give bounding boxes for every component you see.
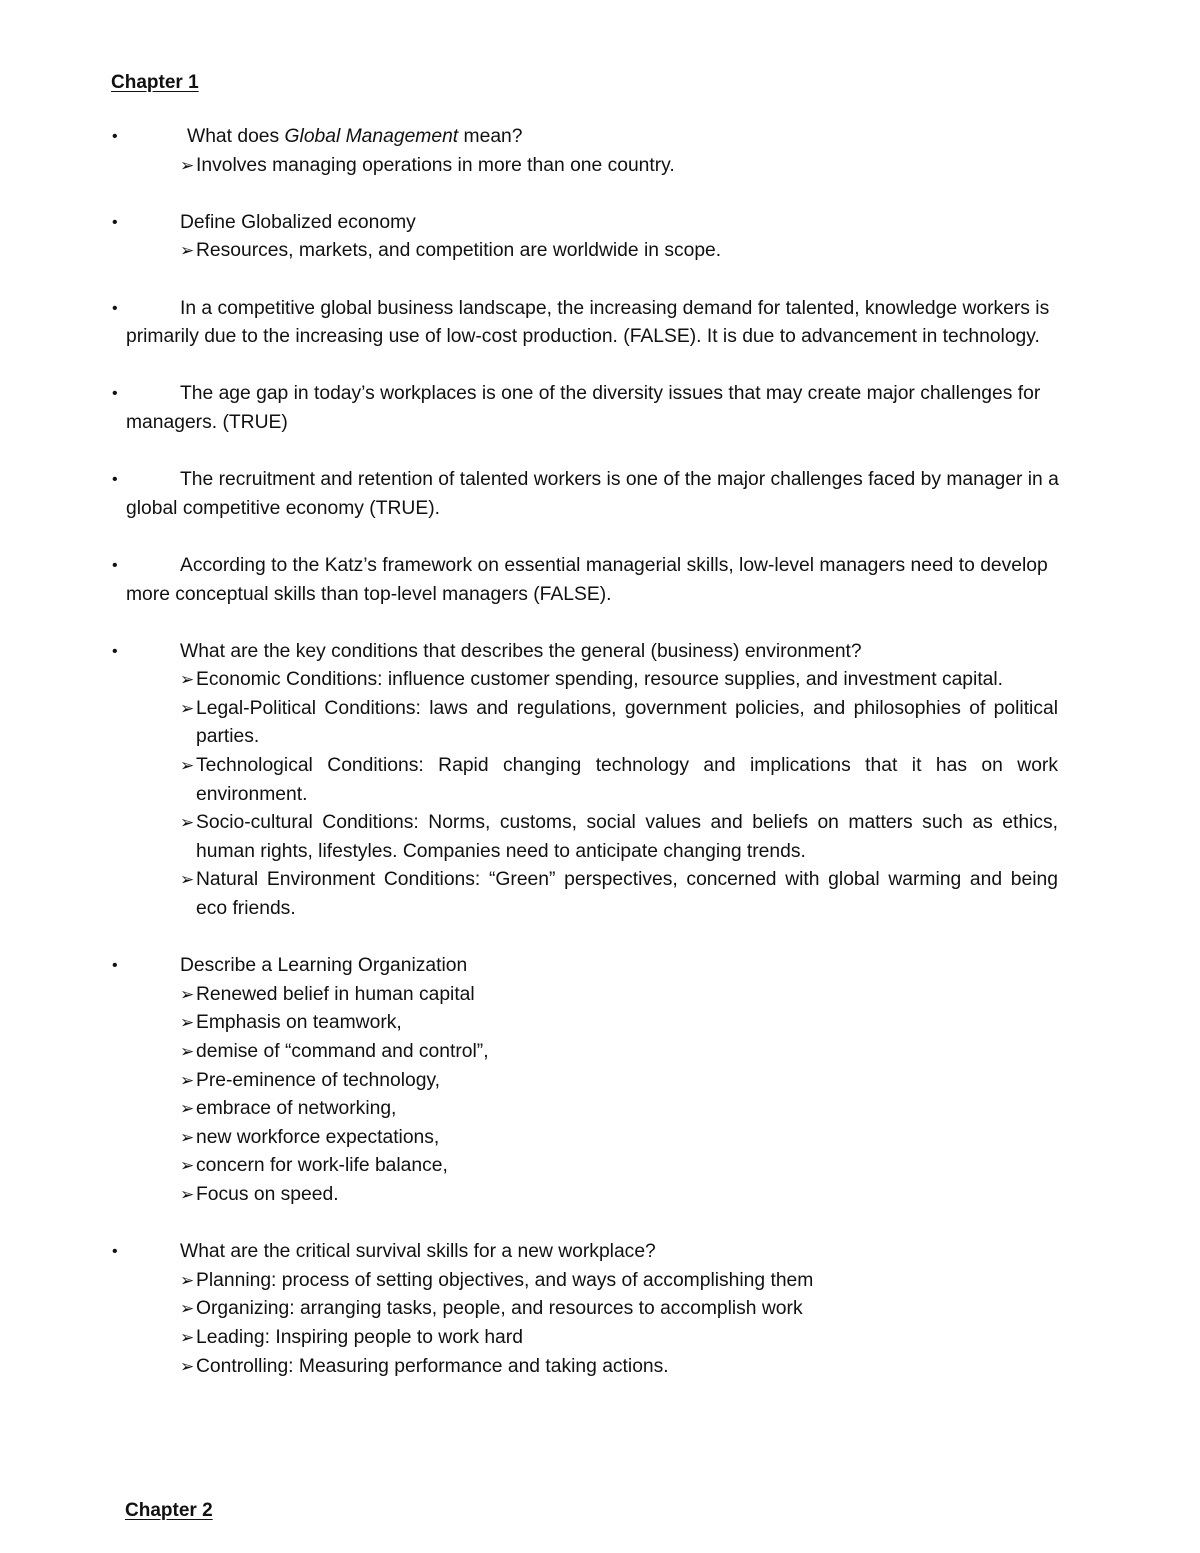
- question-text: What are the critical survival skills for a new workplace?: [180, 1241, 656, 1263]
- answer-item: ➢Focus on speed.: [0, 1181, 1200, 1210]
- question-text: Define Globalized economy: [180, 211, 416, 233]
- answer-item: ➢Pre-eminence of technology,: [0, 1067, 1200, 1096]
- answer-list: [0, 981, 1200, 1210]
- answer-item: ➢demise of “command and control”,: [0, 1038, 1200, 1067]
- arrow-bullet-icon: ➢: [180, 756, 195, 776]
- question-item: [0, 466, 1200, 523]
- bullet-icon: •: [112, 642, 118, 660]
- question-text: Describe a Learning Organization: [180, 955, 468, 977]
- answer-list: [0, 1267, 1200, 1381]
- answer-list: [0, 666, 1200, 923]
- answer-item: ➢Organizing: arranging tasks, people, and resources to accomplish work: [0, 1295, 1200, 1324]
- question-text: The recruitment and retention of talented workers is one of the major challenges faced by manager in a global competitive economy (TRUE).: [126, 469, 1059, 519]
- question-item: [0, 952, 1200, 1209]
- answer-item: ➢Socio-cultural Conditions: Norms, customs, social values and beliefs on matters such as ethics, human rights, lifestyles. Companies need to anticipate changing trends.: [0, 809, 1200, 866]
- arrow-bullet-icon: ➢: [180, 1156, 195, 1176]
- answer-item: ➢Technological Conditions: Rapid changing technology and implications that it has on work environment.: [0, 752, 1200, 809]
- question-item: [0, 1238, 1200, 1381]
- bullet-icon: •: [112, 299, 118, 317]
- chapter-1-heading: Chapter 1: [111, 72, 199, 93]
- question-text: In a competitive global business landscape, the increasing demand for talented, knowledge workers is primarily due to the increasing use of low-cost production. (FALSE). It is due to advancement in technology.: [126, 297, 1050, 348]
- question-list: [0, 123, 1200, 1410]
- question-item: [0, 209, 1200, 266]
- bullet-icon: •: [112, 128, 118, 145]
- answer-list: [0, 152, 1200, 181]
- arrow-bullet-icon: ➢: [180, 1070, 195, 1090]
- question-text: What does Global Management mean?: [187, 126, 523, 147]
- answer-item: ➢Controlling: Measuring performance and taking actions.: [0, 1353, 1200, 1382]
- question-text: The age gap in today’s workplaces is one of the diversity issues that may create major challenges for managers. (TRUE): [126, 383, 1041, 433]
- question-text: According to the Katz’s framework on essential managerial skills, low-level managers need to develop more conceptual skills than top-level managers (FALSE).: [126, 554, 1048, 605]
- bullet-icon: •: [112, 471, 118, 489]
- bullet-icon: •: [112, 213, 118, 231]
- arrow-bullet-icon: ➢: [180, 155, 195, 175]
- question-item: [0, 123, 1200, 180]
- arrow-bullet-icon: ➢: [180, 1013, 195, 1033]
- emphasis-text: Global Management: [284, 126, 459, 147]
- arrow-bullet-icon: ➢: [180, 1327, 195, 1347]
- arrow-bullet-icon: ➢: [180, 670, 195, 690]
- arrow-bullet-icon: ➢: [180, 813, 195, 833]
- arrow-bullet-icon: ➢: [180, 984, 195, 1004]
- question-item: [0, 380, 1200, 437]
- arrow-bullet-icon: ➢: [180, 241, 195, 261]
- answer-item: ➢concern for work-life balance,: [0, 1152, 1200, 1181]
- answer-item: ➢Legal-Political Conditions: laws and regulations, government policies, and philosophies of political parties.: [0, 695, 1200, 752]
- question-item: [0, 295, 1200, 352]
- bullet-icon: •: [112, 1243, 118, 1261]
- question-item: [0, 552, 1200, 609]
- chapter-2-heading: Chapter 2: [125, 1500, 213, 1521]
- answer-item: ➢Resources, markets, and competition are worldwide in scope.: [0, 237, 1200, 266]
- arrow-bullet-icon: ➢: [180, 1042, 195, 1061]
- answer-item: ➢Natural Environment Conditions: “Green” perspectives, concerned with global warming and being eco friends.: [0, 866, 1200, 923]
- answer-item: ➢Leading: Inspiring people to work hard: [0, 1324, 1200, 1353]
- bullet-icon: •: [112, 556, 118, 574]
- arrow-bullet-icon: ➢: [180, 1099, 195, 1119]
- bullet-icon: •: [112, 957, 118, 975]
- arrow-bullet-icon: ➢: [180, 1127, 195, 1147]
- arrow-bullet-icon: ➢: [180, 870, 195, 890]
- question-text: What are the key conditions that describes the general (business) environment?: [180, 640, 862, 662]
- answer-item: ➢Renewed belief in human capital: [0, 981, 1200, 1010]
- question-item: [0, 638, 1200, 924]
- answer-list: [0, 237, 1200, 266]
- arrow-bullet-icon: ➢: [180, 1270, 195, 1290]
- answer-item: ➢embrace of networking,: [0, 1095, 1200, 1124]
- answer-item: ➢Emphasis on teamwork,: [0, 1009, 1200, 1038]
- answer-item: ➢new workforce expectations,: [0, 1124, 1200, 1153]
- arrow-bullet-icon: ➢: [180, 1184, 195, 1204]
- bullet-icon: •: [112, 385, 118, 403]
- answer-item: ➢Planning: process of setting objectives, and ways of accomplishing them: [0, 1267, 1200, 1296]
- arrow-bullet-icon: ➢: [180, 1299, 195, 1319]
- answer-item: ➢Involves managing operations in more than one country.: [0, 152, 1200, 181]
- arrow-bullet-icon: ➢: [180, 1356, 195, 1376]
- arrow-bullet-icon: ➢: [180, 698, 195, 718]
- answer-item: ➢Economic Conditions: influence customer spending, resource supplies, and investment capital.: [0, 666, 1200, 695]
